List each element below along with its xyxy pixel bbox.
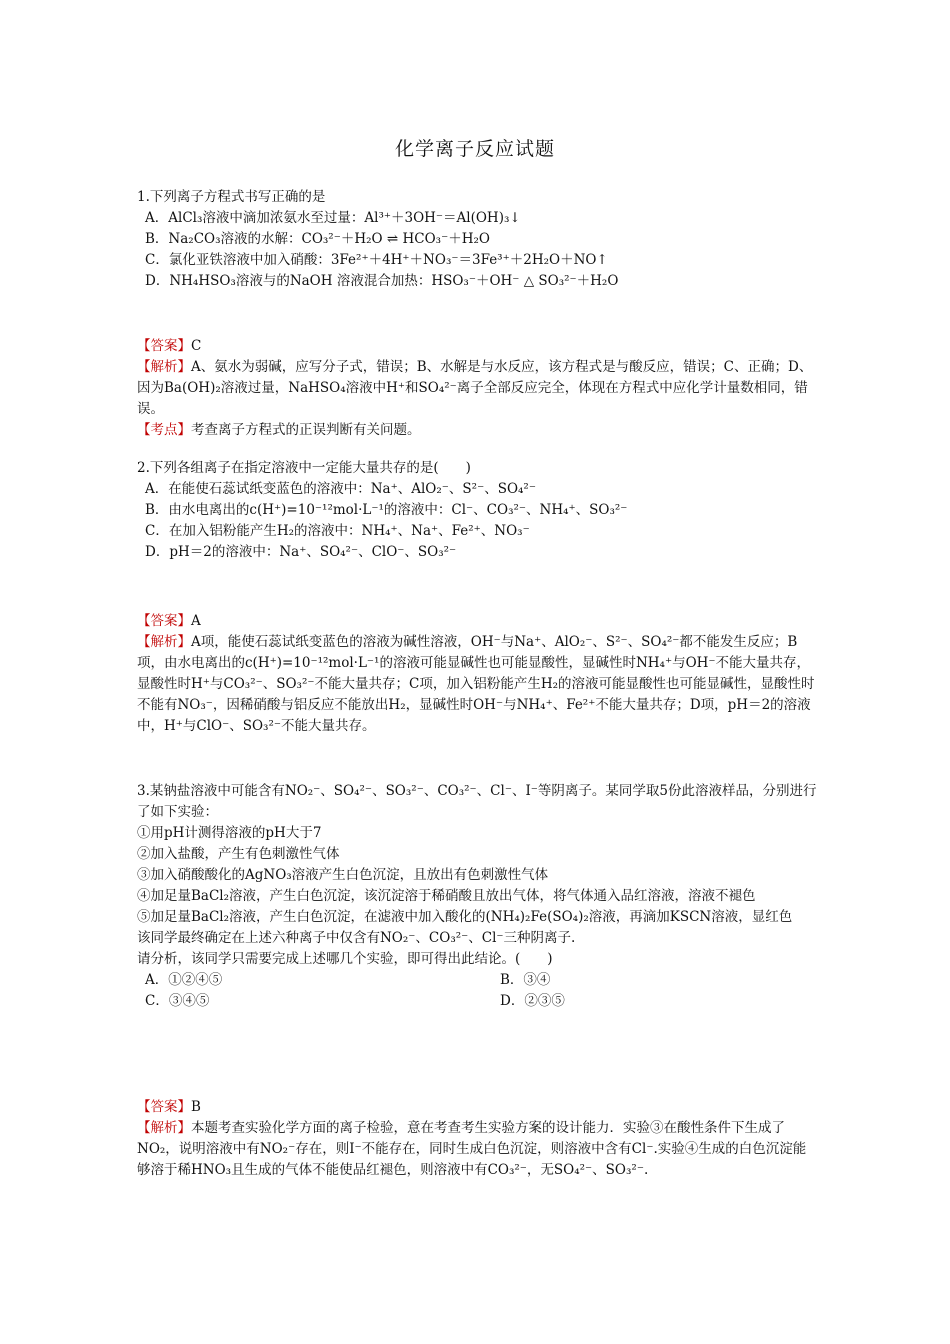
option-b: B．③④ — [500, 972, 551, 988]
option-c: C．③④⑤ — [145, 993, 210, 1009]
answer-line — [137, 611, 817, 632]
option-d: D．②③⑤ — [500, 993, 565, 1009]
question-stem: 2.下列各组离子在指定溶液中一定能大量共存的是( ) — [137, 460, 471, 476]
option-c: C．氯化亚铁溶液中加入硝酸：3Fe²⁺＋4H⁺＋NO₃⁻＝3Fe³⁺＋2H₂O＋NO↑ — [145, 252, 608, 268]
answer-value: B — [191, 1099, 201, 1115]
page-title: 化学离子反应试题 — [394, 138, 555, 160]
answer-block-3 — [137, 1097, 817, 1181]
option-d: D．NH₄HSO₃溶液与的NaOH 溶液混合加热：HSO₃⁻＋OH⁻ △ SO₃²⁻＋H₂O — [145, 273, 619, 289]
question-2 — [137, 458, 817, 563]
analysis-line — [137, 632, 817, 737]
option-d: D．pH＝2的溶液中：Na⁺、SO₄²⁻、ClO⁻、SO₃²⁻ — [145, 544, 457, 560]
option-a: A．AlCl₃溶液中滴加浓氨水至过量：Al³⁺＋3OH⁻＝Al(OH)₃↓ — [145, 210, 521, 226]
experiment-step-1: ①用pH计测得溶液的pH大于7 — [137, 825, 322, 841]
answer-value: A — [191, 613, 201, 629]
point-line — [137, 420, 817, 441]
analysis-tag: 【解析】 — [137, 634, 191, 650]
question-3 — [137, 781, 817, 1012]
question-prompt: 请分析，该同学只需要完成上述哪几个实验，即可得出此结论。( ) — [137, 951, 553, 967]
experiment-step-3: ③加入硝酸酸化的AgNO₃溶液产生白色沉淀，且放出有色刺激性气体 — [137, 867, 549, 883]
experiment-step-2: ②加入盐酸，产生有色刺激性气体 — [137, 846, 340, 862]
experiment-step-5: ⑤加足量BaCl₂溶液，产生白色沉淀，在滤液中加入酸化的(NH₄)₂Fe(SO₄)₂溶液，再滴加KSCN溶液，显红色 — [137, 909, 793, 925]
option-a: A．在能使石蕊试纸变蓝色的溶液中：Na⁺、AlO₂⁻、S²⁻、SO₄²⁻ — [145, 481, 536, 497]
answer-tag: 【答案】 — [137, 613, 191, 629]
option-b: B．由水电离出的c(H⁺)=10⁻¹²mol·L⁻¹的溶液中：Cl⁻、CO₃²⁻、NH₄⁺、SO₃²⁻ — [145, 502, 628, 518]
analysis-text: A、氨水为弱碱，应写分子式，错误；B、水解是与水反应，该方程式是与酸反应，错误；C、正确；D、因为Ba(OH)₂溶液过量，NaHSO₄溶液中H⁺和SO₄²⁻离子全部反应完全，体现在方程式中应化学计量数相同，错误。 — [137, 359, 813, 417]
analysis-line — [137, 357, 817, 420]
option-c: C．在加入铝粉能产生H₂的溶液中：NH₄⁺、Na⁺、Fe²⁺、NO₃⁻ — [145, 523, 530, 539]
analysis-text: A项，能使石蕊试纸变蓝色的溶液为碱性溶液，OH⁻与Na⁺、AlO₂⁻、S²⁻、SO₄²⁻都不能发生反应；B项，由水电离出的c(H⁺)=10⁻¹²mol·L⁻¹的溶液可能显碱性也可能显酸性，显碱性时NH₄⁺与OH⁻不能大量共存，显酸性时H⁺与CO₃²⁻、SO₃²⁻不能大量共存；C项，加入铝粉能产生H₂的溶液可能显酸性也可能显碱性，显酸性时不能有NO₃⁻，因稀硝酸与铝反应不能放出H₂，显碱性时OH⁻与NH₄⁺、Fe²⁺不能大量共存；D项，pH＝2的溶液中，H⁺与ClO⁻、SO₃²⁻不能大量共存。 — [137, 634, 815, 734]
question-1 — [137, 187, 817, 292]
point-tag: 【考点】 — [137, 422, 191, 438]
analysis-tag: 【解析】 — [137, 1120, 191, 1136]
answer-tag: 【答案】 — [137, 338, 191, 354]
analysis-tag: 【解析】 — [137, 359, 191, 375]
question-stem: 1.下列离子方程式书写正确的是 — [137, 189, 326, 205]
answer-line — [137, 336, 817, 357]
options-grid — [137, 970, 817, 1012]
answer-block-2 — [137, 611, 817, 737]
experiment-step-4: ④加足量BaCl₂溶液，产生白色沉淀，该沉淀溶于稀硝酸且放出气体，将气体通入品红溶液，溶液不褪色 — [137, 888, 756, 904]
point-text: 考查离子方程式的正误判断有关问题。 — [191, 422, 421, 438]
conclusion: 该同学最终确定在上述六种离子中仅含有NO₂⁻、CO₃²⁻、Cl⁻三种阴离子. — [137, 930, 576, 946]
option-a: A．①②④⑤ — [145, 972, 223, 988]
question-stem: 3.某钠盐溶液中可能含有NO₂⁻、SO₄²⁻、SO₃²⁻、CO₃²⁻、Cl⁻、I⁻等阴离子。某同学取5份此溶液样品，分别进行了如下实验： — [137, 783, 817, 820]
answer-line — [137, 1097, 817, 1118]
answer-tag: 【答案】 — [137, 1099, 191, 1115]
option-b: B．Na₂CO₃溶液的水解：CO₃²⁻＋H₂O ⇌ HCO₃⁻＋H₂O — [145, 231, 490, 247]
answer-value: C — [191, 338, 202, 354]
analysis-line — [137, 1118, 817, 1181]
answer-block-1 — [137, 336, 817, 441]
analysis-text: 本题考查实验化学方面的离子检验，意在考查考生实验方案的设计能力．实验③在酸性条件下生成了NO₂，说明溶液中有NO₂⁻存在，则I⁻不能存在，同时生成白色沉淀，则溶液中含有Cl⁻.实验④生成的白色沉淀能够溶于稀HNO₃且生成的气体不能使品红褪色，则溶液中有CO₃²⁻，无SO₄²⁻、SO₃²⁻. — [137, 1120, 807, 1178]
